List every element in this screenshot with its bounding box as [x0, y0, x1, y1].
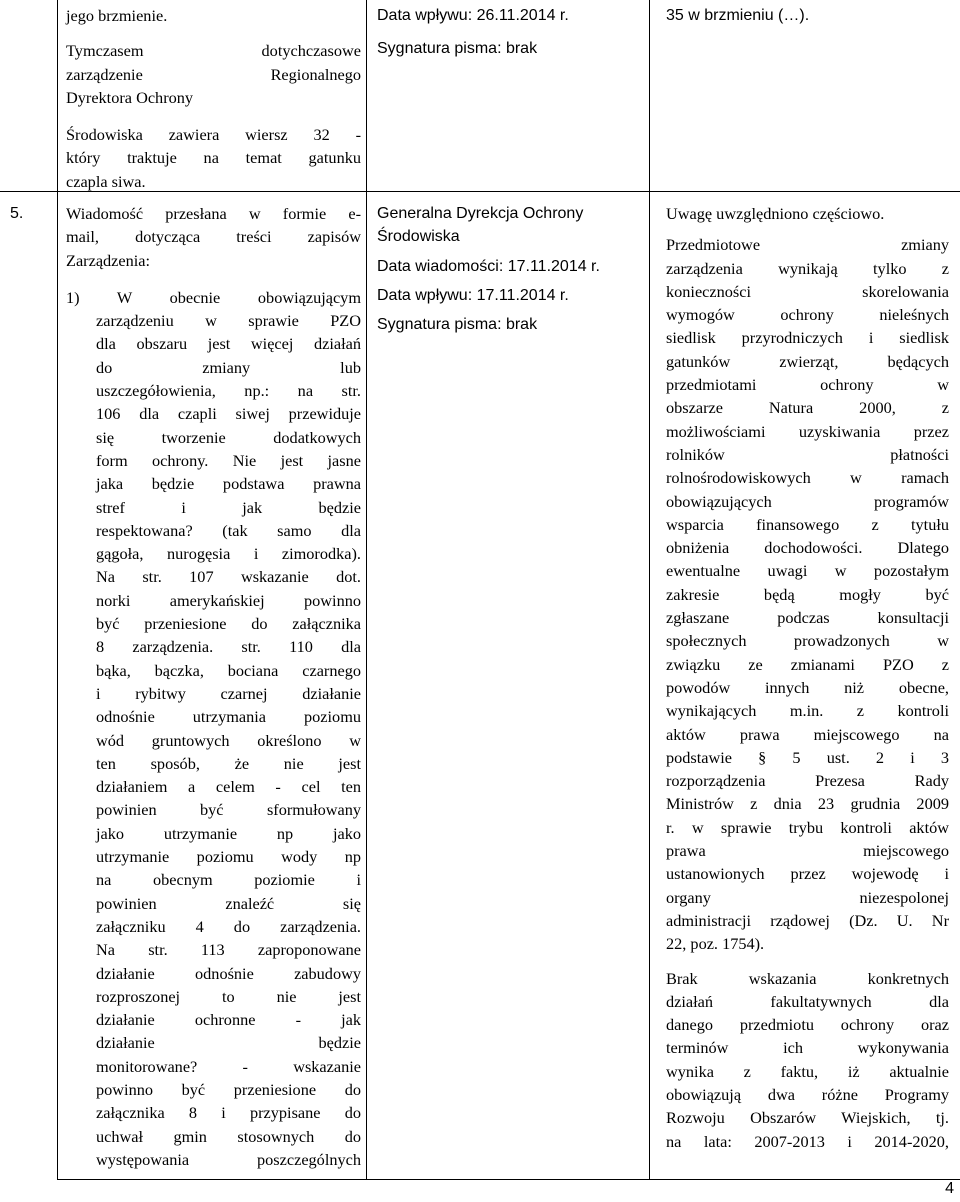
text-line: uchwał gmin stosownych do: [96, 1126, 361, 1146]
row1-text-c: [66, 123, 361, 193]
row1-data-wplywu: Data wpływu: 26.11.2014 r.: [377, 7, 569, 24]
row2-description-cell: [66, 202, 361, 1171]
text-line: rozporządzenia Prezesa Rady: [666, 771, 949, 791]
row2-item-list: [66, 286, 361, 1171]
text-line: działań fakultatywnych dla: [666, 991, 949, 1011]
text-line: zakresie będą mogły być: [666, 584, 949, 604]
text-line: stref i jak będzie: [96, 497, 361, 517]
text-line: utrzymanie poziomu wody np: [96, 847, 361, 867]
text-line: danego przedmiotu ochrony oraz: [666, 1015, 949, 1035]
text-line: zarządzenie Regionalnego: [66, 64, 361, 84]
row2-response-paragraph-2: [666, 967, 949, 1153]
text-line: zarządzeniu w sprawie PZO: [96, 311, 361, 331]
text-line: gągoła, nurogęsia i zimorodka).: [96, 544, 361, 564]
text-line: dla obszaru jest więcej działań: [96, 334, 361, 354]
text-line: społecznych prowadzonych w: [666, 631, 949, 651]
text-line: się tworzenie dodatkowych: [96, 427, 361, 447]
row1-description-cell: [66, 4, 361, 193]
text-line: rolnośrodowiskowych w ramach: [666, 468, 949, 488]
text-line: wynika z faktu, iż aktualnie: [666, 1061, 949, 1081]
row1-response-text: 35 w brzmieniu (…).: [666, 7, 810, 24]
text-line: form ochrony. Nie jest jasne: [96, 450, 361, 470]
text-line: Na str. 113 zaproponowane: [96, 940, 361, 960]
text-line: aktów prawa miejscowego na: [666, 724, 949, 744]
text-line: wymogów ochrony nieleśnych: [666, 305, 949, 325]
row1-response-cell: [666, 4, 956, 27]
text-line: związku ze zmianami PZO z: [666, 654, 949, 674]
text-line: obniżenia dochodowości. Dlatego: [666, 538, 949, 558]
text-line: Rozwoju Obszarów Wiejskich, tj.: [666, 1108, 949, 1128]
text-line: 22, poz. 1754).: [666, 934, 765, 954]
text-line: 106 dla czapli siwej przewiduje: [96, 404, 361, 424]
text-line: i rybitwy czarnej działanie: [96, 683, 361, 703]
text-line: uszczegółowienia, np.: na str.: [96, 381, 361, 401]
text-line: ustanowionych przez wojewodę i: [666, 864, 949, 884]
text-line: działanie ochronne - jak: [96, 1010, 361, 1030]
text-line: obowiązujących programów: [666, 491, 949, 511]
text-line: Dyrektora Ochrony: [66, 87, 194, 107]
row2-data-wiadomosci: Data wiadomości: 17.11.2014 r.: [377, 257, 600, 275]
text-line: konieczności skorelowania: [666, 281, 949, 301]
table-border-left: [57, 0, 58, 1180]
text-line: być przeniesione do załącznika: [96, 614, 361, 634]
column-divider-1: [366, 0, 367, 1180]
row1-source-cell: [377, 4, 642, 61]
text-line: Generalna Dyrekcja Ochrony: [377, 205, 584, 222]
text-line: działaniem a celem - cel ten: [96, 777, 361, 797]
text-line: prawa miejscowego: [666, 841, 949, 861]
text-line: obszarze Natura 2000, z: [666, 398, 949, 418]
text-line: działanie będzie: [96, 1033, 361, 1053]
text-line: wsparcia finansowego z tytułu: [666, 514, 949, 534]
text-line: mail, dotycząca treści zapisów: [66, 227, 361, 247]
text-line: respektowana? (tak samo dla: [96, 520, 361, 540]
row2-response-title: Uwagę uwzględniono częściowo.: [666, 204, 885, 223]
text-line: podstawie § 5 ust. 2 i 3: [666, 747, 949, 767]
text-line: na lata: 2007-2013 i 2014-2020,: [666, 1131, 949, 1151]
text-line: Środowiska: [377, 228, 460, 246]
row2-source-cell: [377, 202, 642, 336]
text-line: jako utrzymanie np jako: [96, 823, 361, 843]
text-line: monitorowane? - wskazanie: [96, 1056, 361, 1076]
text-line: rolników płatności: [666, 444, 949, 464]
row2-response-paragraph-1: [666, 233, 949, 955]
text-line: organy niezespolonej: [666, 887, 949, 907]
row2-data-wplywu: Data wpływu: 17.11.2014 r.: [377, 286, 569, 304]
text-line: powinien znaleźć się: [96, 893, 361, 913]
text-line: możliwościami uzyskiwania przez: [666, 421, 949, 441]
text-line: wynikających m.in. z kontroli: [666, 701, 949, 721]
row2-sender: [377, 202, 642, 249]
text-line: Ministrów z dnia 23 grudnia 2009: [666, 794, 949, 814]
row1-text-a: [66, 4, 361, 27]
text-line: terminów ich wykonywania: [666, 1038, 949, 1058]
text-line: odnośnie utrzymania poziomu: [96, 707, 361, 727]
text-line: siedlisk przyrodniczych i siedlisk: [666, 328, 949, 348]
text-line: działanie odnośnie zabudowy: [96, 963, 361, 983]
text-line: jaka będzie podstawa prawna: [96, 474, 361, 494]
text-line: Środowiska zawiera wiersz 32 -: [66, 125, 361, 145]
column-divider-2: [649, 0, 650, 1180]
text-line: 1) W obecnie obowiązującym: [66, 287, 361, 307]
text-line: czapla siwa.: [66, 171, 146, 191]
text-line: obowiązują dwa różne Programy: [666, 1084, 949, 1104]
text-line: gatunków zwierząt, będących: [666, 351, 949, 371]
text-line: powodów innych niż obecne,: [666, 677, 949, 697]
text-line: 8 zarządzenia. str. 110 dla: [96, 637, 361, 657]
text-line: ewentualne uwagi w pozostałym: [666, 561, 949, 581]
text-line: załącznika 8 i przypisane do: [96, 1103, 361, 1123]
row1-sygnatura: Sygnatura pisma: brak: [377, 40, 538, 58]
text-line: administracji rządowej (Dz. U. Nr: [666, 910, 949, 930]
text-line: powinien być sformułowany: [96, 800, 361, 820]
text-line: który traktuje na temat gatunku: [66, 148, 361, 168]
text-line: Zarządzenia:: [66, 250, 151, 270]
text-line: wód gruntowych określono w: [96, 730, 361, 750]
text-line: zarządzenia wynikają tylko z: [666, 258, 949, 278]
text-line: Brak wskazania konkretnych: [666, 968, 949, 988]
text-line: załączniku 4 do zarządzenia.: [96, 916, 361, 936]
text-line: zgłaszane podczas konsultacji: [666, 608, 949, 628]
text-line: powinno być przeniesione do: [96, 1079, 361, 1099]
text-line: Na str. 107 wskazanie dot.: [96, 567, 361, 587]
text-line: bąka, bączka, bociana czarnego: [96, 660, 361, 680]
row2-response-cell: [666, 202, 949, 1153]
row2-intro: [66, 202, 361, 272]
text-line: rozproszonej to nie jest: [96, 986, 361, 1006]
text-line: na obecnym poziomie i: [96, 870, 361, 890]
row2-number: 5.: [10, 205, 24, 222]
text-line: przedmiotami ochrony w: [666, 375, 949, 395]
page-number: 4: [945, 1180, 954, 1197]
text-line: ten sposób, że nie jest: [96, 753, 361, 773]
row1-text-b: [66, 39, 361, 109]
table-border-bottom: [57, 1179, 960, 1180]
text-line: występowania poszczególnych: [96, 1149, 361, 1169]
text-line: jego brzmienie.: [66, 6, 168, 25]
row2-sygnatura: Sygnatura pisma: brak: [377, 316, 538, 334]
text-line: Wiadomość przesłana w formie e-: [66, 204, 361, 223]
text-line: r. w sprawie trybu kontroli aktów: [666, 817, 949, 837]
text-line: do zmiany lub: [96, 357, 361, 377]
text-line: norki amerykańskiej powinno: [96, 590, 361, 610]
text-line: Tymczasem dotychczasowe: [66, 41, 361, 61]
text-line: Przedmiotowe zmiany: [666, 235, 949, 255]
